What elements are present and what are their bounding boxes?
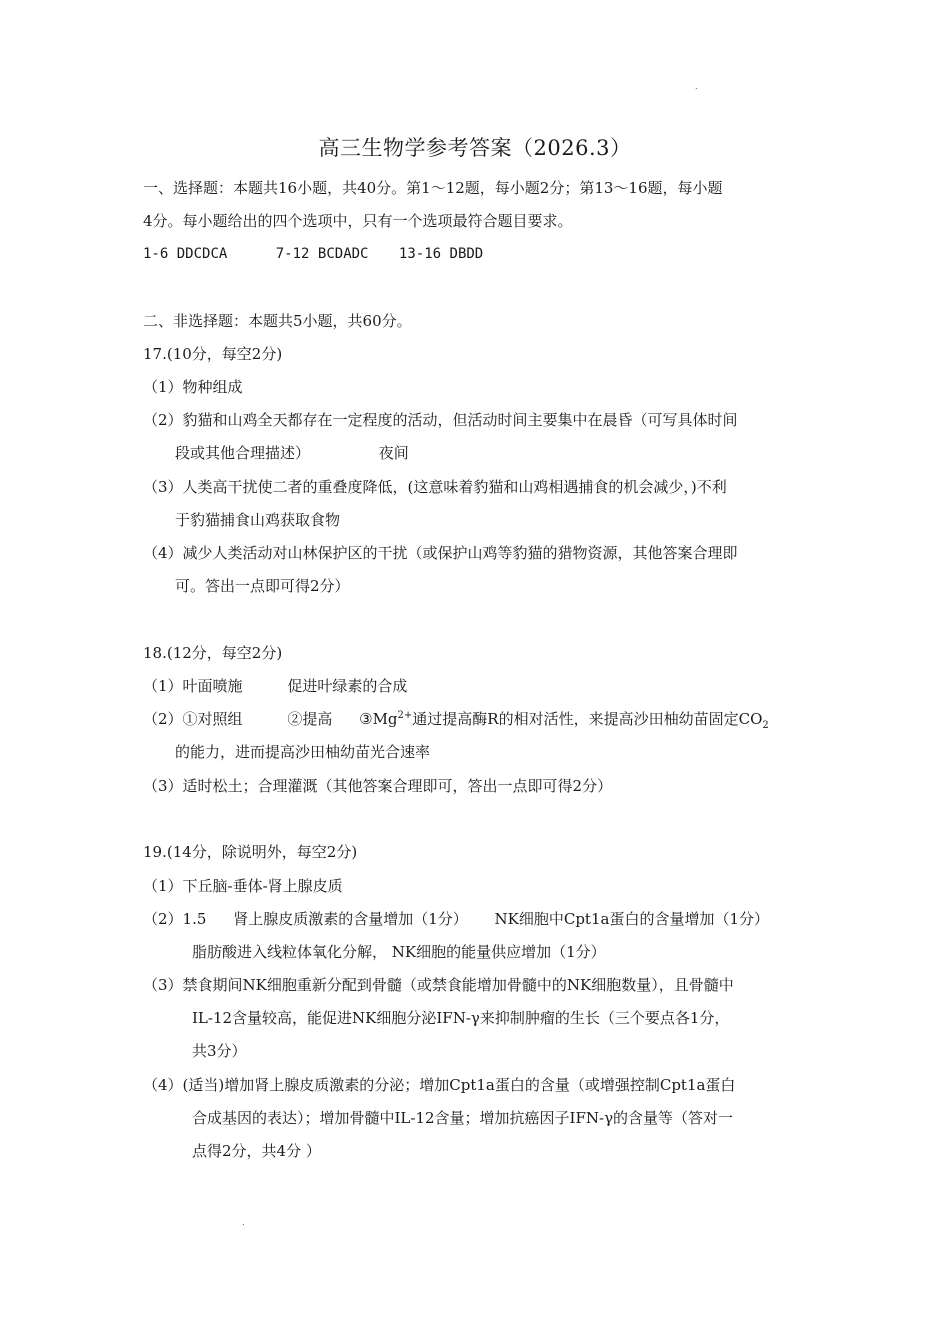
answer-letters-3: DBDD (449, 246, 484, 262)
q19-answer-2-part-a: （2）1.5 (143, 910, 207, 928)
q19-answer-2-line2: 脂肪酸进入线粒体氧化分解， NK细胞的能量供应增加（1分） (192, 943, 606, 961)
q18-answer-2-line1 (143, 709, 769, 729)
q17-answer-4-line2: 可。答出一点即可得2分） (175, 577, 350, 595)
q19-answer-2-part-b: 肾上腺皮质激素的含量增加（1分） (233, 910, 468, 928)
q18-answer-1-part-b: 促进叶绿素的合成 (287, 677, 408, 695)
q19-answer-4-line1: （4）(适当)增加肾上腺皮质激素的分泌；增加Cpt1a蛋白的含量（或增强控制Cpt1a蛋白 (143, 1076, 736, 1094)
q18-answer-2-part-1: （2）①对照组 (143, 710, 243, 728)
q18-mg-charge: 2+ (397, 710, 413, 721)
q19-heading: 19.(14分，除说明外，每空2分) (143, 843, 358, 861)
q19-answer-3-line2: IL-12含量较高，能促进NK细胞分泌IFN-γ来抑制肿瘤的生长（三个要点各1分， (192, 1009, 730, 1027)
q19-answer-4-line3: 点得2分，共4分 ） (192, 1142, 321, 1160)
q18-heading: 18.(12分，每空2分) (143, 644, 283, 662)
q18-answer-2-line2: 的能力，进而提高沙田柚幼苗光合速率 (175, 743, 431, 761)
answer-range-3: 13-16 (398, 246, 442, 262)
scan-dot-bottom: . (242, 1218, 245, 1227)
q18-answer-2-part-2: ②提高 (287, 710, 333, 728)
mcq-answer-key (143, 244, 483, 264)
q19-answer-4-line2: 合成基因的表达）；增加骨髓中IL-12含量；增加抗癌因子IFN-γ的含量等（答对一 (192, 1109, 734, 1127)
answer-letters-2: BCDADC (317, 246, 369, 262)
q18-answer-2-part-3 (359, 710, 769, 731)
q17-answer-2-part-b: 夜间 (378, 444, 409, 462)
q17-answer-2-part-a: 段或其他合理描述） (175, 444, 311, 462)
section2-heading: 二、非选择题：本题共5小题，共60分。 (143, 312, 412, 330)
q19-answer-2-part-c: NK细胞中Cpt1a蛋白的含量增加（1分） (494, 910, 769, 928)
q18-co2-subscript: 2 (762, 720, 769, 731)
scan-dot-top: . (695, 82, 698, 91)
q17-answer-2-line1: （2）豹猫和山鸡全天都存在一定程度的活动，但活动时间主要集中在晨昏（可写具体时间 (143, 411, 738, 429)
page-title: 高三生物学参考答案（2026.3） (318, 136, 632, 160)
answer-range-1: 1-6 (143, 246, 169, 262)
q18-answer-2-body: 通过提高酶R的相对活性，来提高沙田柚幼苗固定CO (412, 710, 763, 728)
q17-answer-3-line2: 于豹猫捕食山鸡获取食物 (175, 511, 341, 529)
q17-answer-4-line1: （4）减少人类活动对山林保护区的干扰（或保护山鸡等豹猫的猎物资源，其他答案合理即 (143, 544, 738, 562)
q19-answer-3-line1: （3）禁食期间NK细胞重新分配到骨髓（或禁食能增加骨髓中的NK细胞数量），且骨髓中 (143, 976, 734, 994)
q17-answer-3-line1: （3）人类高干扰使二者的重叠度降低，(这意味着豹猫和山鸡相遇捕食的机会减少，)不利 (143, 478, 727, 496)
section1-instruction-line1: 一、选择题：本题共16小题，共40分。第1～12题，每小题2分；第13～16题，每小题 (143, 179, 723, 197)
q19-answer-2-line1 (143, 909, 769, 929)
q17-answer-2-line2 (175, 443, 409, 463)
q18-answer-1 (143, 676, 407, 696)
q18-mg-text: ③Mg (359, 710, 398, 728)
q18-answer-1-part-a: （1）叶面喷施 (143, 677, 243, 695)
section1-instruction-line2: 4分。每小题给出的四个选项中，只有一个选项最符合题目要求。 (143, 212, 573, 230)
q17-heading: 17.(10分，每空2分) (143, 345, 283, 363)
answer-range-2: 7-12 (275, 246, 310, 262)
q19-answer-3-line3: 共3分） (192, 1042, 247, 1060)
answer-letters-1: DDCDCA (176, 246, 228, 262)
q19-answer-1: （1）下丘脑-垂体-肾上腺皮质 (143, 877, 343, 895)
q17-answer-1: （1）物种组成 (143, 378, 243, 396)
q18-answer-3: （3）适时松土；合理灌溉（其他答案合理即可，答出一点即可得2分） (143, 777, 613, 795)
